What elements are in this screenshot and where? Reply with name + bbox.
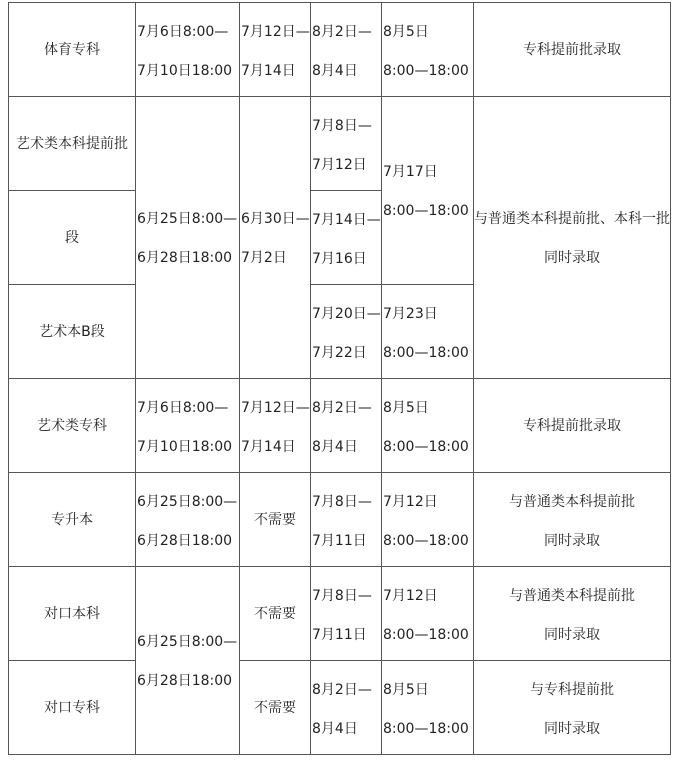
line: 6月28日18:00 <box>137 250 233 266</box>
category-cell <box>8 472 136 567</box>
line: 8:00—18:00 <box>383 203 469 219</box>
line: 8:00—18:00 <box>383 439 469 455</box>
line: 8:00—18:00 <box>383 721 469 737</box>
line: 7月12日 <box>383 588 438 604</box>
publish-time-cell <box>381 96 474 285</box>
line: 7月10日18:00 <box>137 439 233 455</box>
note-cell <box>473 2 671 97</box>
category-cell <box>8 96 136 191</box>
line: 8:00—18:00 <box>383 533 469 549</box>
line: 7月14日— <box>312 212 381 228</box>
line: 7月22日 <box>312 345 367 361</box>
line: 6月28日18:00 <box>137 533 233 549</box>
line: 同时录取 <box>544 250 600 266</box>
category-cell <box>8 2 136 97</box>
sign-period-cell <box>310 566 382 661</box>
line: 6月28日18:00 <box>137 673 233 689</box>
publish-time-cell <box>381 378 474 473</box>
line: 6月30日— <box>241 211 310 227</box>
sign-period-cell <box>310 378 382 473</box>
confirm-text: 不需要 <box>254 605 296 622</box>
line: 与专科提前批 <box>530 682 614 698</box>
line: 7月12日 <box>312 157 367 173</box>
publish-time-cell <box>381 566 474 661</box>
line: 与普通类本科提前批 <box>509 494 635 510</box>
line: 7月20日— <box>312 306 381 322</box>
line: 7月16日 <box>312 251 367 267</box>
confirm-period-cell <box>239 378 311 473</box>
sign-period-cell <box>310 660 382 755</box>
category-cell <box>8 284 136 379</box>
line: 7月23日 <box>383 306 438 322</box>
sign-period-cell <box>310 284 382 379</box>
line: 8月2日— <box>312 682 372 698</box>
category-cell <box>8 378 136 473</box>
fill-period-cell <box>135 96 240 379</box>
fill-period-cell <box>135 2 240 97</box>
line: 与普通类本科提前批 <box>509 588 635 604</box>
line: 7月12日— <box>241 24 310 40</box>
line: 7月8日— <box>312 494 372 510</box>
line: 7月2日 <box>241 250 287 266</box>
line: 8月4日 <box>312 63 358 79</box>
line: 同时录取 <box>544 721 600 737</box>
confirm-period-cell <box>239 2 311 97</box>
line: 7月11日 <box>312 627 367 643</box>
sign-period-cell <box>310 472 382 567</box>
line: 8月4日 <box>312 721 358 737</box>
line: 7月10日18:00 <box>137 63 233 79</box>
confirm-period-cell <box>239 96 311 379</box>
note-cell <box>473 472 671 567</box>
note-cell <box>473 96 671 379</box>
line: 7月14日 <box>241 439 296 455</box>
confirm-text: 不需要 <box>254 511 296 528</box>
line: 7月17日 <box>383 164 438 180</box>
category-label: 体育专科 <box>44 41 100 58</box>
note-cell <box>473 378 671 473</box>
line: 8:00—18:00 <box>383 627 469 643</box>
fill-period-cell <box>135 472 240 567</box>
line: 6月25日8:00— <box>137 494 238 510</box>
category-cell <box>8 190 136 285</box>
line: 8月2日— <box>312 400 372 416</box>
publish-time-cell <box>381 660 474 755</box>
note-text: 专科提前批录取 <box>523 41 621 58</box>
line: 7月8日— <box>312 588 372 604</box>
line: 7月12日 <box>383 494 438 510</box>
line: 8月5日 <box>383 400 429 416</box>
category-label: 艺术类本科提前批 <box>16 135 128 152</box>
line: 8:00—18:00 <box>383 63 469 79</box>
line: 与普通类本科提前批、本科一批 <box>474 211 670 227</box>
line: 7月6日8:00— <box>137 24 229 40</box>
category-label: 艺术本B段 <box>39 323 105 340</box>
category-label: 对口本科 <box>44 605 100 622</box>
sign-period-cell <box>310 96 382 191</box>
line: 7月14日 <box>241 63 296 79</box>
category-label: 对口专科 <box>44 699 100 716</box>
confirm-period-cell <box>239 660 311 755</box>
category-label: 段 <box>65 229 79 246</box>
line: 8月5日 <box>383 682 429 698</box>
line: 8月4日 <box>312 439 358 455</box>
category-cell <box>8 660 136 755</box>
line: 7月6日8:00— <box>137 400 229 416</box>
line: 8月5日 <box>383 24 429 40</box>
publish-time-cell <box>381 284 474 379</box>
note-cell <box>473 660 671 755</box>
line: 同时录取 <box>544 533 600 549</box>
fill-period-cell <box>135 378 240 473</box>
fill-period-cell <box>135 566 240 755</box>
line: 7月8日— <box>312 118 372 134</box>
line: 8:00—18:00 <box>383 345 469 361</box>
line: 7月11日 <box>312 533 367 549</box>
note-text: 专科提前批录取 <box>523 417 621 434</box>
line: 7月12日— <box>241 400 310 416</box>
line: 6月25日8:00— <box>137 634 238 650</box>
category-label: 专升本 <box>51 511 93 528</box>
category-cell <box>8 566 136 661</box>
line: 6月25日8:00— <box>137 211 238 227</box>
sign-period-cell <box>310 190 382 285</box>
confirm-text: 不需要 <box>254 699 296 716</box>
publish-time-cell <box>381 2 474 97</box>
line: 8月2日— <box>312 24 372 40</box>
sign-period-cell <box>310 2 382 97</box>
note-cell <box>473 566 671 661</box>
publish-time-cell <box>381 472 474 567</box>
category-label: 艺术类专科 <box>37 417 107 434</box>
confirm-period-cell <box>239 566 311 661</box>
line: 同时录取 <box>544 627 600 643</box>
confirm-period-cell <box>239 472 311 567</box>
